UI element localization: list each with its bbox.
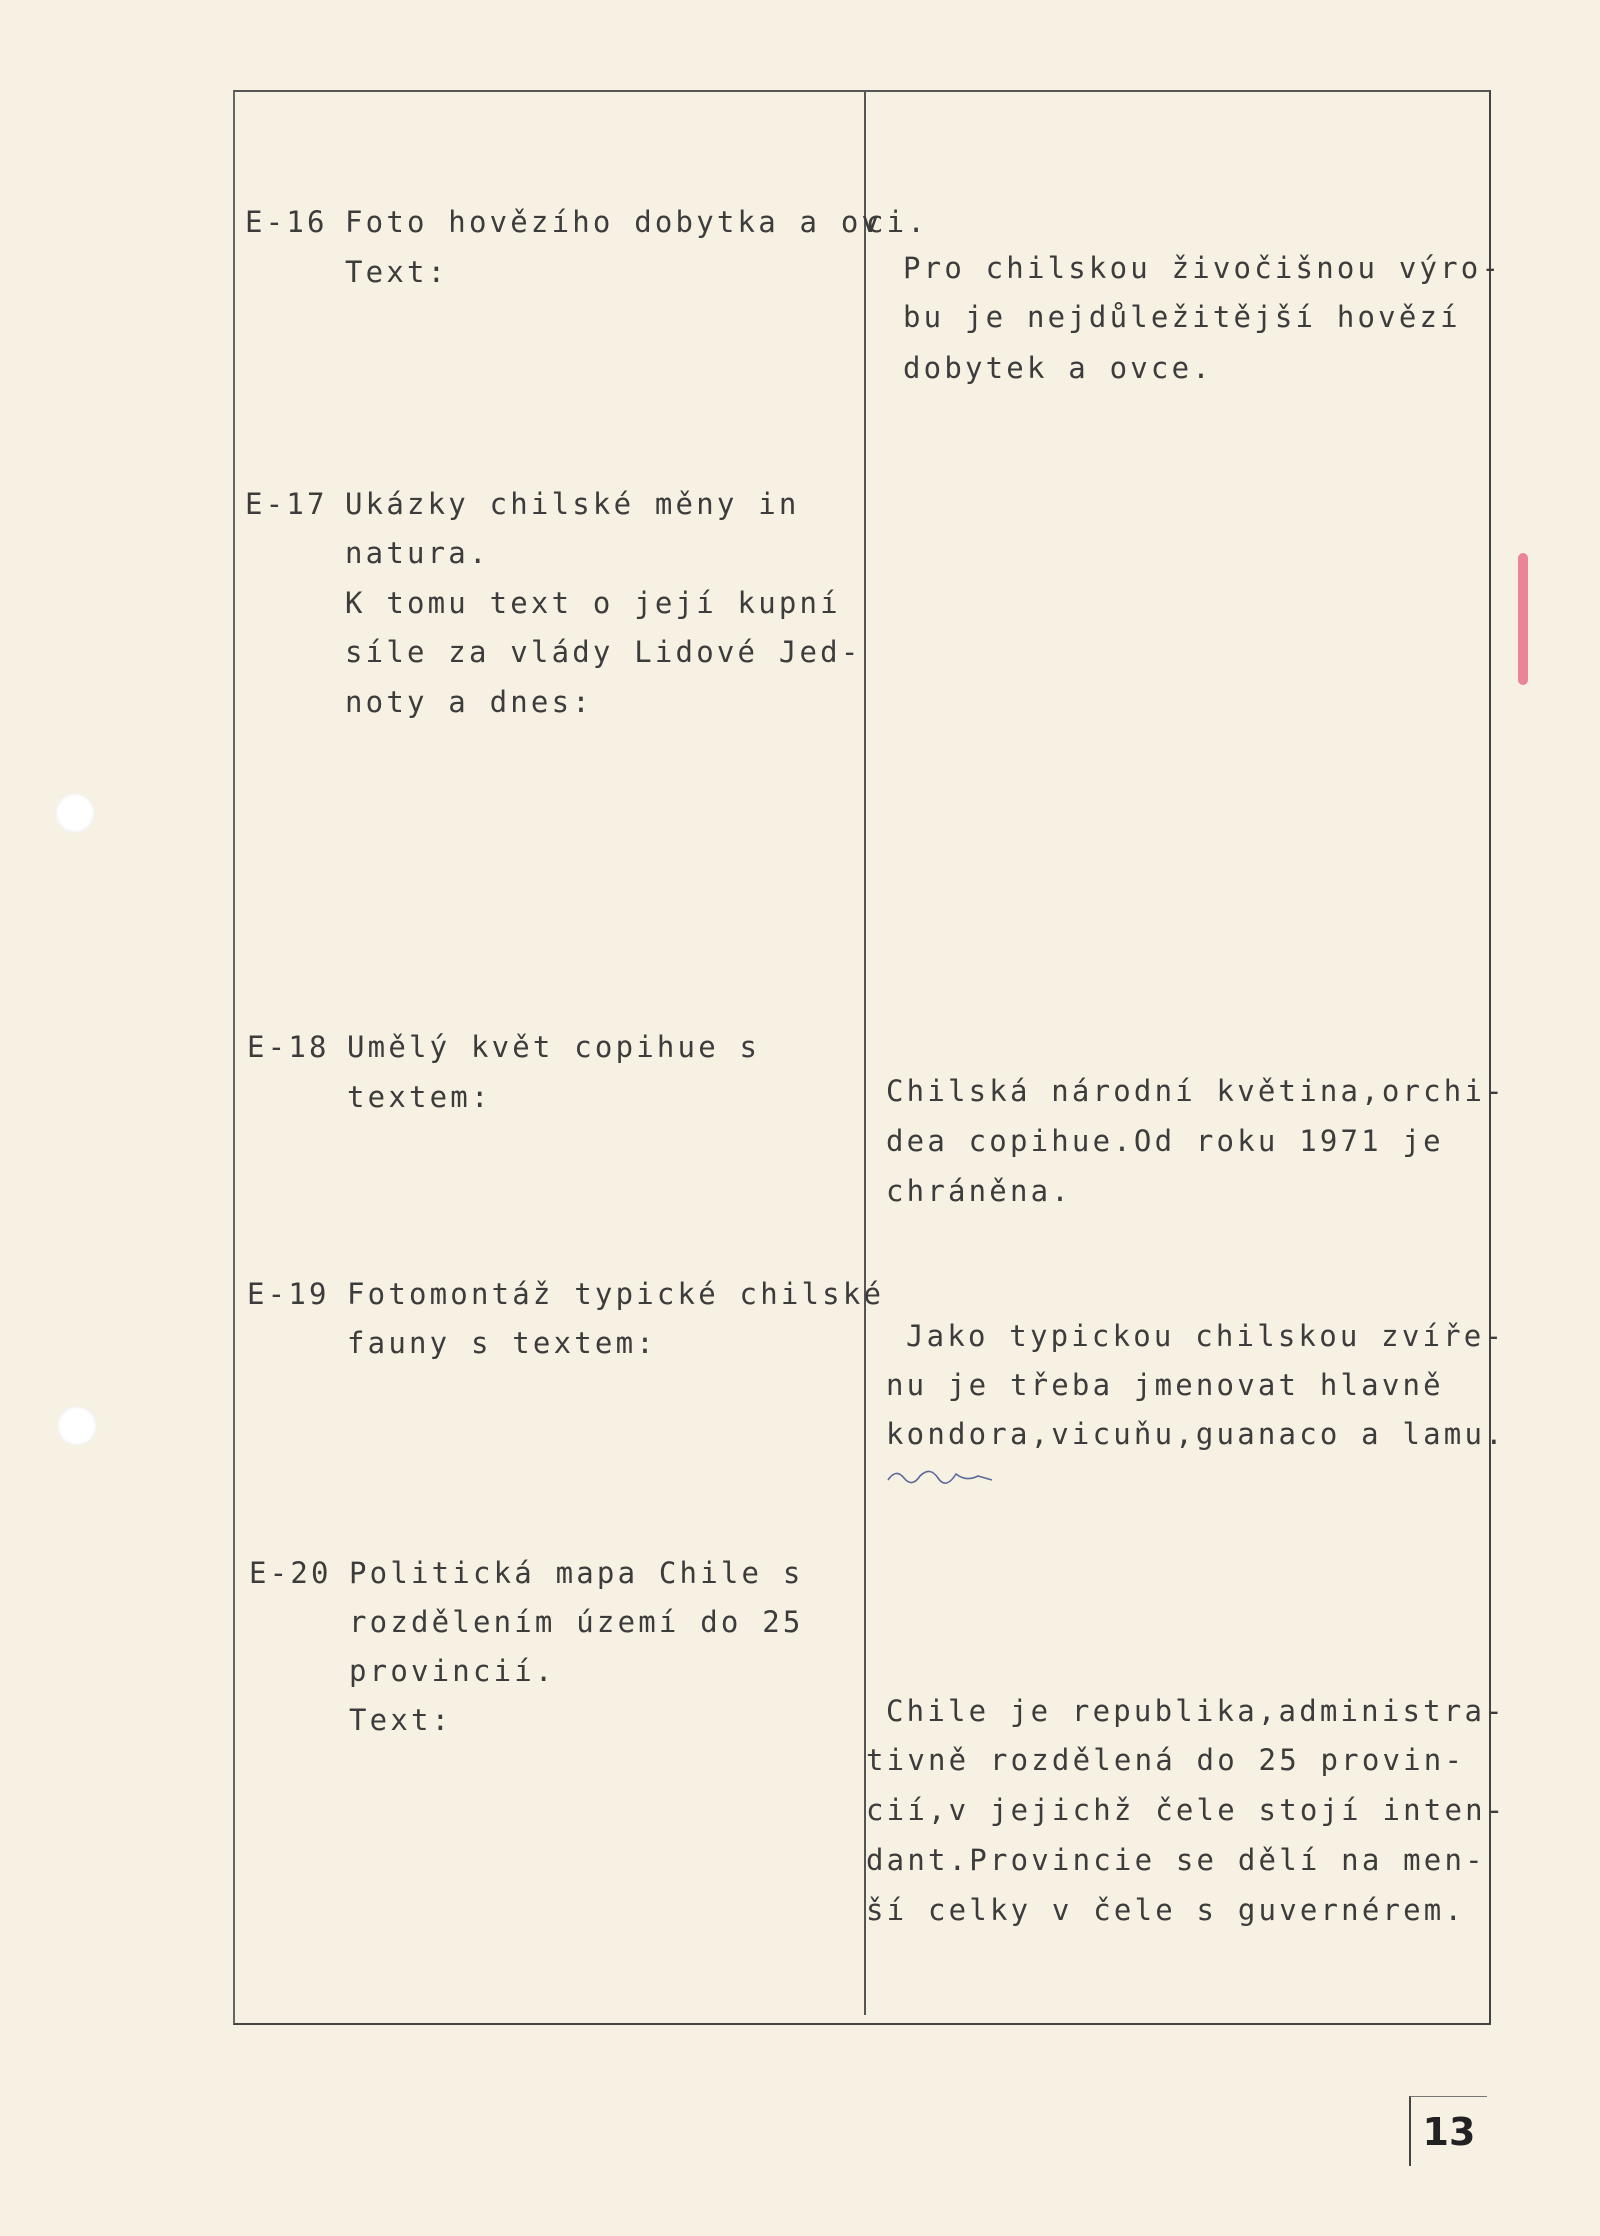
e17-left-line-1: Ukázky chilské měny in xyxy=(345,487,800,521)
punch-hole-lower xyxy=(57,1406,97,1446)
entry-code-e16: E-16 xyxy=(245,205,328,239)
e17-left-line-4: síle za vlády Lidové Jed- xyxy=(345,635,862,669)
e19-right-line-3: kondora,vicuňu,guanaco a lamu. xyxy=(886,1417,1506,1451)
e18-right-line-3: chráněna. xyxy=(886,1174,1072,1208)
e16-left-line-2: Text: xyxy=(345,255,449,289)
e17-left-line-3: K tomu text o její kupní xyxy=(345,586,841,620)
e19-right-line-2: nu je třeba jmenovat hlavně xyxy=(886,1368,1444,1402)
e20-left-line-1: Politická mapa Chile s xyxy=(349,1556,804,1590)
e20-right-line-1: Chile je republika,administra- xyxy=(886,1694,1506,1728)
punch-hole-upper xyxy=(55,793,95,833)
e19-right-line-1: Jako typickou chilskou zvíře- xyxy=(906,1319,1506,1353)
e17-left-line-2: natura. xyxy=(345,536,490,570)
handwritten-scribble xyxy=(886,1460,1006,1490)
e16-left-line-1: Foto hovězího dobytka a ov xyxy=(345,205,883,239)
e20-right-line-4: dant.Provincie se dělí na men- xyxy=(866,1843,1486,1877)
e20-left-line-4: Text: xyxy=(349,1703,453,1737)
e17-left-line-5: noty a dnes: xyxy=(345,685,593,719)
e19-left-line-2: fauny s textem: xyxy=(347,1326,657,1360)
e20-right-line-2: tivně rozdělená do 25 provin- xyxy=(866,1743,1466,1777)
e16-right-line-3: bu je nejdůležitější hovězí xyxy=(903,300,1461,334)
e19-left-line-1: Fotomontáž typické chilské xyxy=(347,1277,885,1311)
e16-right-line-2: Pro chilskou živočišnou výro- xyxy=(903,251,1503,285)
column-divider xyxy=(864,90,866,2015)
e20-right-line-3: cií,v jejichž čele stojí inten- xyxy=(866,1793,1507,1827)
pink-highlighter-mark xyxy=(1518,553,1528,685)
e20-right-line-5: ší celky v čele s guvernérem. xyxy=(866,1893,1466,1927)
e18-left-line-1: Umělý květ copihue s xyxy=(347,1030,761,1064)
entry-code-e18: E-18 xyxy=(247,1030,330,1064)
entry-code-e19: E-19 xyxy=(247,1277,330,1311)
entry-code-e17: E-17 xyxy=(245,487,328,521)
page-number: 13 xyxy=(1409,2096,1487,2166)
e16-right-line-4: dobytek a ovce. xyxy=(903,351,1213,385)
e20-left-line-2: rozdělením území do 25 xyxy=(349,1605,804,1639)
e18-right-line-2: dea copihue.Od roku 1971 je xyxy=(886,1124,1444,1158)
e18-left-line-2: textem: xyxy=(347,1080,492,1114)
e20-left-line-3: provincií. xyxy=(349,1654,556,1688)
e18-right-line-1: Chilská národní květina,orchi- xyxy=(886,1074,1506,1108)
e16-right-line-1: ci. xyxy=(866,205,928,239)
entry-code-e20: E-20 xyxy=(249,1556,332,1590)
